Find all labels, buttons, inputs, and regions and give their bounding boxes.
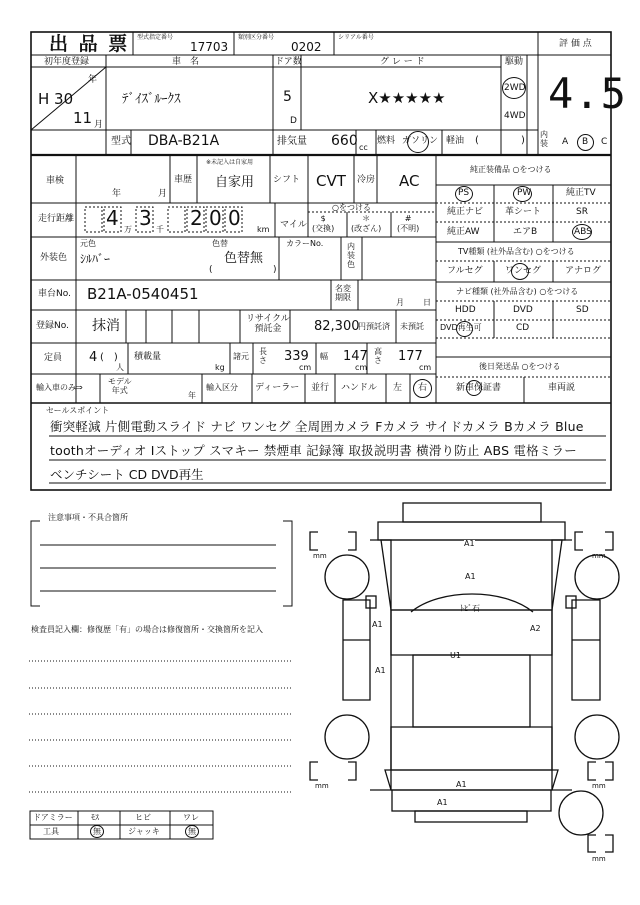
paren-close: ) bbox=[273, 265, 277, 275]
color-no-label: カラーNo. bbox=[286, 239, 324, 248]
equip-airbag: エアB bbox=[513, 227, 538, 237]
model-type: DBA-B21A bbox=[148, 133, 220, 149]
break-label: ワレ bbox=[183, 813, 199, 822]
class-no: 0202 bbox=[291, 40, 322, 54]
mileage-digit-2: 3 bbox=[139, 206, 152, 230]
recycle-unpaid: 未預託 bbox=[400, 322, 424, 331]
handle-right: 右 bbox=[418, 383, 428, 393]
mark-hood: A1 bbox=[465, 572, 476, 581]
recycle-unit: 円預託済 bbox=[358, 322, 390, 331]
history-label: 車歴 bbox=[174, 175, 193, 185]
recycle-amount: 82,300 bbox=[314, 319, 360, 334]
ac-label: 冷房 bbox=[357, 175, 376, 185]
doors-label: ドア数 bbox=[275, 57, 302, 67]
serial-label: シリアル番号 bbox=[338, 34, 374, 41]
capacity-label: 定員 bbox=[44, 353, 63, 363]
nc-day-unit: 日 bbox=[423, 298, 431, 307]
mileage-digit-4: 0 bbox=[209, 206, 222, 230]
equip-pw: PW bbox=[517, 188, 532, 198]
drive-2wd-circle bbox=[502, 77, 526, 99]
class-no-label: 類別区分番号 bbox=[238, 34, 275, 41]
height-label: 高 さ bbox=[374, 347, 382, 366]
sales-line-3: ベンチシート CD DVD再生 bbox=[50, 467, 204, 482]
original-color-label: 元色 bbox=[80, 239, 96, 248]
form-title: 出 品 票 bbox=[49, 33, 130, 55]
fuel-diesel: 軽油 bbox=[446, 136, 465, 146]
fuel-label: 燃料 bbox=[377, 136, 396, 146]
equip-sr: SR bbox=[576, 207, 588, 217]
sales-line-1: 衝突軽減 片側電動スライド ナビ ワンセグ 全周囲カメラ Fカメラ サイドカメラ Bカメラ Blue bbox=[50, 419, 584, 434]
mark-left-rear-door: A1 bbox=[375, 666, 386, 675]
parallel: 並行 bbox=[311, 383, 330, 393]
mileage-sen: 千 bbox=[156, 225, 164, 234]
tv-title: TV種類 (社外品含む) ○をつける bbox=[458, 247, 575, 256]
import-label: 輸入車のみ⇒ bbox=[36, 383, 83, 392]
mm-rl: mm bbox=[315, 782, 329, 790]
mileage-digit-1: 4 bbox=[106, 206, 119, 230]
displacement: 660 bbox=[331, 133, 358, 149]
tools-circle bbox=[90, 825, 104, 838]
my-year-unit: 年 bbox=[188, 391, 196, 400]
width: 147 bbox=[343, 349, 368, 364]
chassis-no: B21A-0540451 bbox=[87, 285, 199, 303]
import-type-label: 輸入区分 bbox=[206, 383, 238, 392]
navi-title: ナビ種類 (社外品含む) ○をつける bbox=[456, 287, 579, 296]
first-reg-label: 初年度登録 bbox=[44, 57, 90, 67]
length: 339 bbox=[284, 349, 309, 364]
tv-oneseg: ワンセグ bbox=[505, 266, 542, 276]
mark-roof: U1 bbox=[450, 651, 461, 660]
shift-label: シフト bbox=[273, 175, 301, 185]
chassis-label: 車台No. bbox=[38, 289, 71, 299]
drive-label: 駆動 bbox=[505, 57, 524, 67]
handle-left: 左 bbox=[393, 383, 403, 393]
exterior-color-label: 外装色 bbox=[40, 253, 68, 263]
navi-sd: SD bbox=[576, 305, 589, 315]
equip-navi: 純正ナビ bbox=[447, 207, 484, 217]
equip-leather: 革シート bbox=[505, 207, 542, 217]
car-diagram bbox=[310, 503, 619, 852]
car-name: ﾃﾞｲｽﾞﾙｰｸｽ bbox=[122, 92, 181, 107]
history-value: 自家用 bbox=[215, 175, 255, 190]
navi-dvdplay: DVD再生可 bbox=[440, 323, 482, 332]
dealer: ディーラー bbox=[255, 383, 300, 393]
jack-value: 無 bbox=[188, 827, 196, 836]
width-label: 幅 bbox=[320, 352, 328, 361]
mm-spare: mm bbox=[592, 855, 606, 863]
pw-circle bbox=[513, 186, 532, 202]
tv-analog: アナログ bbox=[565, 266, 602, 276]
mirror-label: ドアミラー bbox=[33, 813, 73, 822]
mileage-label: 走行距離 bbox=[38, 214, 75, 224]
capacity: 4 bbox=[89, 350, 98, 365]
grade-label: グ レ ー ド bbox=[380, 57, 425, 67]
insp-year-unit: 年 bbox=[112, 189, 122, 199]
mark-rear-bumper: A1 bbox=[437, 798, 448, 807]
genuine-title: 純正装備品 ○をつける bbox=[470, 165, 552, 174]
tools-label: 工具 bbox=[43, 827, 59, 836]
drive-2wd: 2WD bbox=[504, 83, 526, 93]
mark-front-bumper: A1 bbox=[464, 539, 475, 548]
caution-label: 注意事項・不具合箇所 bbox=[48, 513, 128, 522]
length-label: 長 さ bbox=[259, 347, 267, 366]
tools-value: 無 bbox=[93, 827, 101, 836]
equip-tv: 純正TV bbox=[566, 188, 596, 198]
mirror-value: ﾓｽ bbox=[91, 813, 99, 822]
doors-value: 5 bbox=[283, 89, 292, 105]
mark-trunk: A1 bbox=[456, 780, 467, 789]
interior-grade-c: C bbox=[601, 137, 608, 147]
reg-no-label: 登録No. bbox=[36, 321, 69, 331]
person-unit: 人 bbox=[116, 363, 124, 372]
mm-rr: mm bbox=[592, 782, 606, 790]
mileage-man: 万 bbox=[124, 225, 132, 234]
mileage-digit-5: 0 bbox=[228, 206, 241, 230]
model-type-label: 型式 bbox=[111, 136, 131, 147]
mm-fl: mm bbox=[313, 552, 327, 560]
score-value: 4.5 bbox=[548, 69, 627, 118]
interior-grade-a: A bbox=[562, 137, 569, 147]
repaint-value: 色替無 bbox=[224, 251, 264, 266]
kg-unit: kg bbox=[215, 363, 225, 372]
unknown-label: # (不明) bbox=[397, 214, 420, 233]
door-type: D bbox=[290, 116, 297, 126]
navi-dvd: DVD bbox=[513, 305, 533, 315]
mileage-digit-3: 2 bbox=[190, 206, 203, 230]
history-note: ※未記入は自家用 bbox=[206, 159, 254, 166]
mark-right-front-door: A2 bbox=[530, 624, 541, 633]
car-name-label: 車 名 bbox=[172, 57, 200, 67]
ps-circle bbox=[455, 186, 473, 202]
original-color: ｼﾙﾊﾞｰ bbox=[80, 252, 111, 266]
insp-month-unit: 月 bbox=[158, 189, 168, 199]
height: 177 bbox=[398, 349, 423, 364]
month-unit: 月 bbox=[94, 120, 104, 130]
model-no-label: 型式指定番号 bbox=[137, 34, 174, 41]
model-year-label: モデル 年式 bbox=[108, 377, 132, 396]
cc-unit: cc bbox=[359, 143, 368, 152]
interior-b-circle bbox=[577, 134, 594, 151]
altered-label: ＊ (改ざん) bbox=[351, 214, 382, 233]
inspector-label: 検査員記入欄：修復歴「有」の場合は修復箇所・交換箇所を記入 bbox=[31, 625, 263, 634]
mark-windshield: ﾄﾋﾞ石 bbox=[460, 604, 480, 613]
recycle-label: リサイクル 預託金 bbox=[246, 314, 290, 335]
ac-value: AC bbox=[399, 172, 420, 190]
interior-color-label: 内 装 色 bbox=[347, 242, 355, 270]
capacity-paren: ( ) bbox=[100, 352, 118, 363]
equip-aw: 純正AW bbox=[447, 227, 480, 237]
later-title: 後日発送品 ○をつける bbox=[479, 362, 561, 371]
width-cm: cm bbox=[355, 363, 368, 372]
grade-value: X★★★★★ bbox=[368, 89, 446, 107]
height-cm: cm bbox=[419, 363, 432, 372]
fuel-gas-circle bbox=[407, 131, 429, 153]
score-label: 評 価 点 bbox=[559, 39, 592, 49]
shift-value: CVT bbox=[316, 172, 346, 190]
sales-line-2: toothオーディオ Iストップ スマキー 禁煙車 記録簿 取扱説明書 横滑り防止 ABS 電格ミラー bbox=[50, 443, 577, 458]
navi-cd: CD bbox=[516, 323, 530, 333]
tv-fullseg: フルセグ bbox=[447, 266, 483, 276]
mileage-km: km bbox=[257, 225, 270, 234]
fuel-paren-close: ) bbox=[521, 135, 525, 146]
model-no: 17703 bbox=[190, 40, 229, 54]
later-manual: 車両説 bbox=[548, 383, 576, 393]
crack-label: ヒビ bbox=[135, 813, 151, 822]
fuel-gas: ガソリン bbox=[402, 136, 439, 146]
paren-open: ( bbox=[209, 265, 213, 275]
navi-hdd: HDD bbox=[455, 305, 476, 315]
fuel-paren-open: ( bbox=[475, 135, 479, 146]
inspection-label: 車検 bbox=[46, 176, 65, 186]
mile-label: マイル bbox=[280, 220, 307, 230]
circle-note: ○をつける bbox=[332, 203, 371, 212]
oneseg-circle bbox=[511, 263, 529, 280]
interior-label: 内装 bbox=[540, 130, 548, 148]
length-cm: cm bbox=[299, 363, 312, 372]
warranty-circle bbox=[466, 380, 482, 396]
handle-right-circle bbox=[413, 379, 432, 398]
name-change-label: 名変 期限 bbox=[335, 284, 351, 303]
first-reg-month: 11 bbox=[73, 109, 93, 127]
mark-left-front-door: A1 bbox=[372, 620, 383, 629]
year-unit: 年 bbox=[88, 75, 98, 85]
jack-circle bbox=[185, 825, 199, 838]
displacement-label: 排気量 bbox=[277, 136, 307, 147]
sales-label: セールスポイント bbox=[46, 406, 110, 415]
first-reg-year: H 30 bbox=[38, 90, 74, 108]
repaint-label: 色替 bbox=[212, 239, 228, 248]
equip-ps: PS bbox=[458, 188, 470, 198]
abs-circle bbox=[572, 224, 592, 240]
jack-label: ジャッキ bbox=[128, 827, 160, 836]
dvdplay-circle bbox=[456, 321, 473, 337]
load-label: 積載量 bbox=[134, 352, 162, 362]
dims-label: 諸元 bbox=[233, 352, 249, 361]
drive-4wd: 4WD bbox=[504, 111, 526, 121]
equip-abs: ABS bbox=[574, 227, 592, 237]
mm-fr: mm bbox=[592, 552, 606, 560]
reg-no: 抹消 bbox=[92, 318, 120, 334]
handle-label: ハンドル bbox=[341, 383, 378, 393]
exchange-label: $ (交換) bbox=[312, 214, 335, 233]
interior-grade-b: B bbox=[582, 137, 589, 147]
later-warranty: 新車保証書 bbox=[456, 383, 502, 393]
nc-month-unit: 月 bbox=[396, 298, 404, 307]
